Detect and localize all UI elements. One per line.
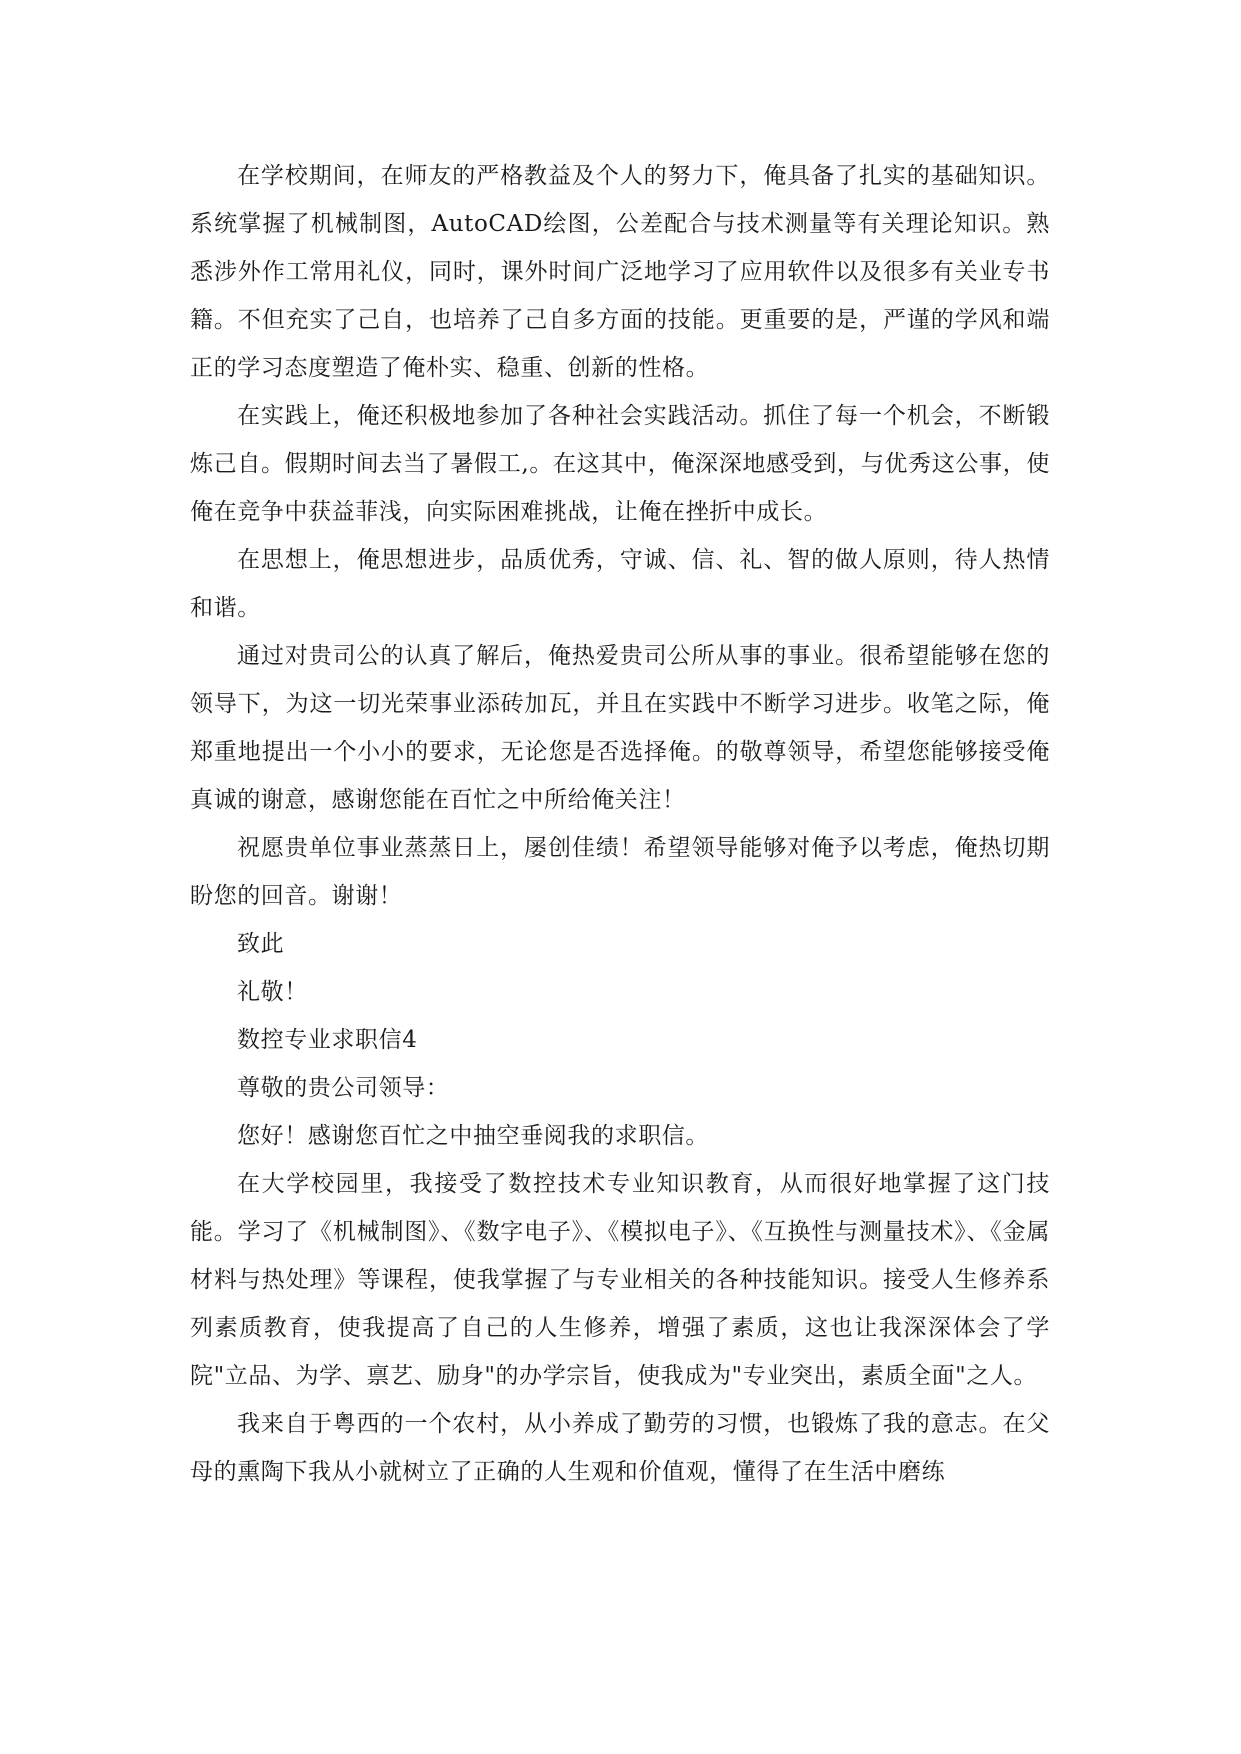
document-body <box>190 152 1050 1496</box>
paragraph-thought: 在思想上，俺思想进步，品质优秀，守诚、信、礼、智的做人原则，待人热情和谐。 <box>190 547 1050 621</box>
closing-regards: 礼敬！ <box>237 979 308 1005</box>
paragraph-wishes: 祝愿贵单位事业蒸蒸日上，屡创佳绩！希望领导能够对俺予以考虑，俺热切期盼您的回音。谢谢！ <box>190 835 1050 909</box>
letter-greeting: 尊敬的贵公司领导： <box>237 1075 450 1101</box>
paragraph-school-study: 在学校期间，在师友的严格教益及个人的努力下，俺具备了扎实的基础知识。系统掌握了机械制图，AutoCAD绘图，公差配合与技术测量等有关理论知识。熟悉涉外作工常用礼仪，同时，课外时间广泛地学习了应用软件以及很多有关业专书籍。不但充实了己自，也培养了己自多方面的技能。更重要的是，严谨的学风和端正的学习态度塑造了俺朴实、稳重、创新的性格。 <box>190 163 1050 381</box>
paragraph-practice: 在实践上，俺还积极地参加了各种社会实践活动。抓住了每一个机会，不断锻炼己自。假期时间去当了暑假工,。在这其中，俺深深地感受到，与优秀这公事，使俺在竞争中获益菲浅，向实际困难挑战，让俺在挫折中成长。 <box>190 403 1050 525</box>
paragraph-company-interest: 通过对贵司公的认真了解后，俺热爱贵司公所从事的事业。很希望能够在您的领导下，为这一切光荣事业添砖加瓦，并且在实践中不断学习进步。收笔之际，俺郑重地提出一个小小的要求，无论您是否选择俺。的敬尊领导，希望您能够接受俺真诚的谢意，感谢您能在百忙之中所给俺关注！ <box>190 643 1050 813</box>
letter-opening: 您好！感谢您百忙之中抽空垂阅我的求职信。 <box>237 1123 709 1149</box>
paragraph-university: 在大学校园里，我接受了数控技术专业知识教育，从而很好地掌握了这门技能。学习了《机械制图》、《数字电子》、《模拟电子》、《互换性与测量技术》、《金属材料与热处理》等课程，使我掌握了与专业相关的各种技能知识。接受人生修养系列素质教育，使我提高了自己的人生修养，增强了素质，这也让我深深体会了学院"立品、为学、禀艺、励身"的办学宗旨，使我成为"专业突出，素质全面"之人。 <box>190 1171 1050 1389</box>
paragraph-background: 我来自于粤西的一个农村，从小养成了勤劳的习惯，也锻炼了我的意志。在父母的熏陶下我从小就树立了正确的人生观和价值观，懂得了在生活中磨练 <box>190 1411 1050 1485</box>
closing-salutation: 致此 <box>237 931 285 957</box>
letter-title: 数控专业求职信4 <box>237 1027 418 1053</box>
